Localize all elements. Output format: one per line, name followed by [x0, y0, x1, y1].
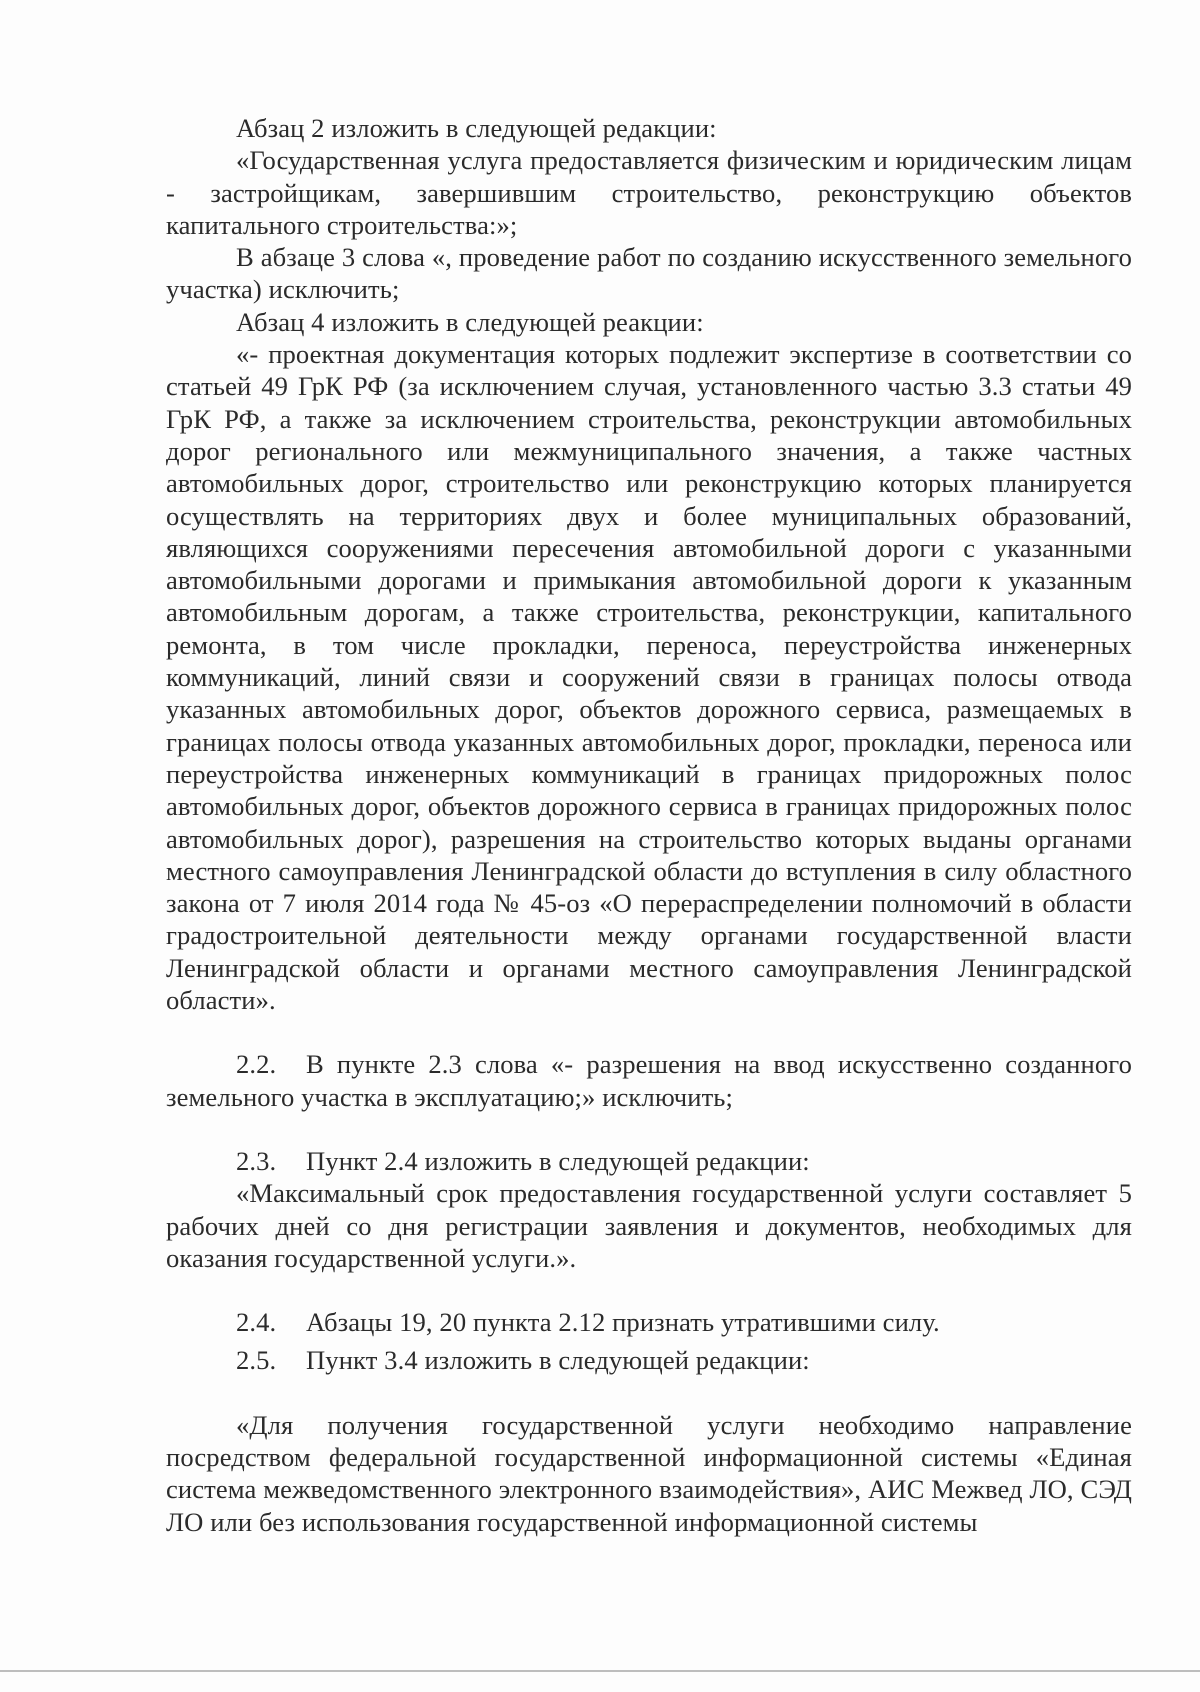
- item-2-4: [166, 1306, 1132, 1338]
- item-text: Абзацы 19, 20 пункта 2.12 признать утратившими силу.: [306, 1307, 940, 1338]
- item-text: Пункт 3.4 изложить в следующей редакции:: [306, 1345, 810, 1376]
- item-2-2: [166, 1048, 1132, 1113]
- item-2-5-quote: «Для получения государственной услуги необходимо направление посредством федеральной государственной информационной системы «Единая система межведомственного электронного взаимодействия», АИС Межвед ЛО, СЭД ЛО или без использования государственной информационной системы: [166, 1409, 1132, 1537]
- paragraph-abzac-3: В абзаце 3 слова «, проведение работ по созданию искусственного земельного участка) исключить;: [166, 242, 1132, 305]
- item-number: 2.4.: [236, 1307, 277, 1338]
- document-body: [166, 112, 1132, 1538]
- paragraph-abzac-2: Абзац 2 изложить в следующей редакции:: [236, 113, 717, 143]
- item-number: 2.2.: [236, 1049, 277, 1080]
- item-2-3: [166, 1145, 1132, 1177]
- item-text: Пункт 2.4 изложить в следующей редакции:: [306, 1145, 810, 1176]
- item-2-3-quote: «Максимальный срок предоставления государственной услуги составляет 5 рабочих дней со дня регистрации заявления и документов, необходимых для оказания государственной услуги.».: [166, 1178, 1132, 1273]
- item-number: 2.5.: [236, 1345, 277, 1376]
- item-number: 2.3.: [236, 1145, 277, 1176]
- paragraph-quote-project-docs: «- проектная документация которых подлежит экспертизе в соответствии со статьей 49 ГрК РФ (за исключением случая, установленного частью 3.3 статьи 49 ГрК РФ, а также за исключением строительства, реконструкции автомобильных дорог регионального или межмуниципального значения, а также частных автомобильных дорог, строительство или реконструкцию которых планируется осуществлять на территориях двух и более муниципальных образований, являющихся сооружениями пересечения автомобильной дороги с указанными автомобильными дорогами и примыкания автомобильной дороги к указанным автомобильным дорогам, а также строительства, реконструкции, капитального ремонта, в том числе прокладки, переноса, переустройства инженерных коммуникаций, линий связи и сооружений связи в границах полосы отвода указанных автомобильных дорог, объектов дорожного сервиса, размещаемых в границах полосы отвода указанных автомобильных дорог, прокладки, переноса или переустройства инженерных коммуникаций в границах придорожных полос автомобильных дорог, объектов дорожного сервиса в границах придорожных полос автомобильных дорог), разрешения на строительство которых выданы органами местного самоуправления Ленинградской области до вступления в силу областного закона от 7 июля 2014 года № 45-оз «О перераспределении полномочий в области градостроительной деятельности между органами государственной власти Ленинградской области и органами местного самоуправления Ленинградской области».: [166, 339, 1132, 1016]
- paragraph-quote-service: «Государственная услуга предоставляется физическим и юридическим лицам - застройщикам, завершившим строительство, реконструкцию объектов капитального строительства:»;: [166, 145, 1132, 240]
- item-text: В пункте 2.3 слова «- разрешения на ввод искусственно созданного земельного участка в эксплуатацию;» исключить;: [166, 1049, 1132, 1112]
- paragraph-abzac-4: Абзац 4 изложить в следующей реакции:: [236, 306, 704, 337]
- item-2-5: [166, 1344, 1132, 1376]
- page-bottom-edge: [0, 1670, 1200, 1672]
